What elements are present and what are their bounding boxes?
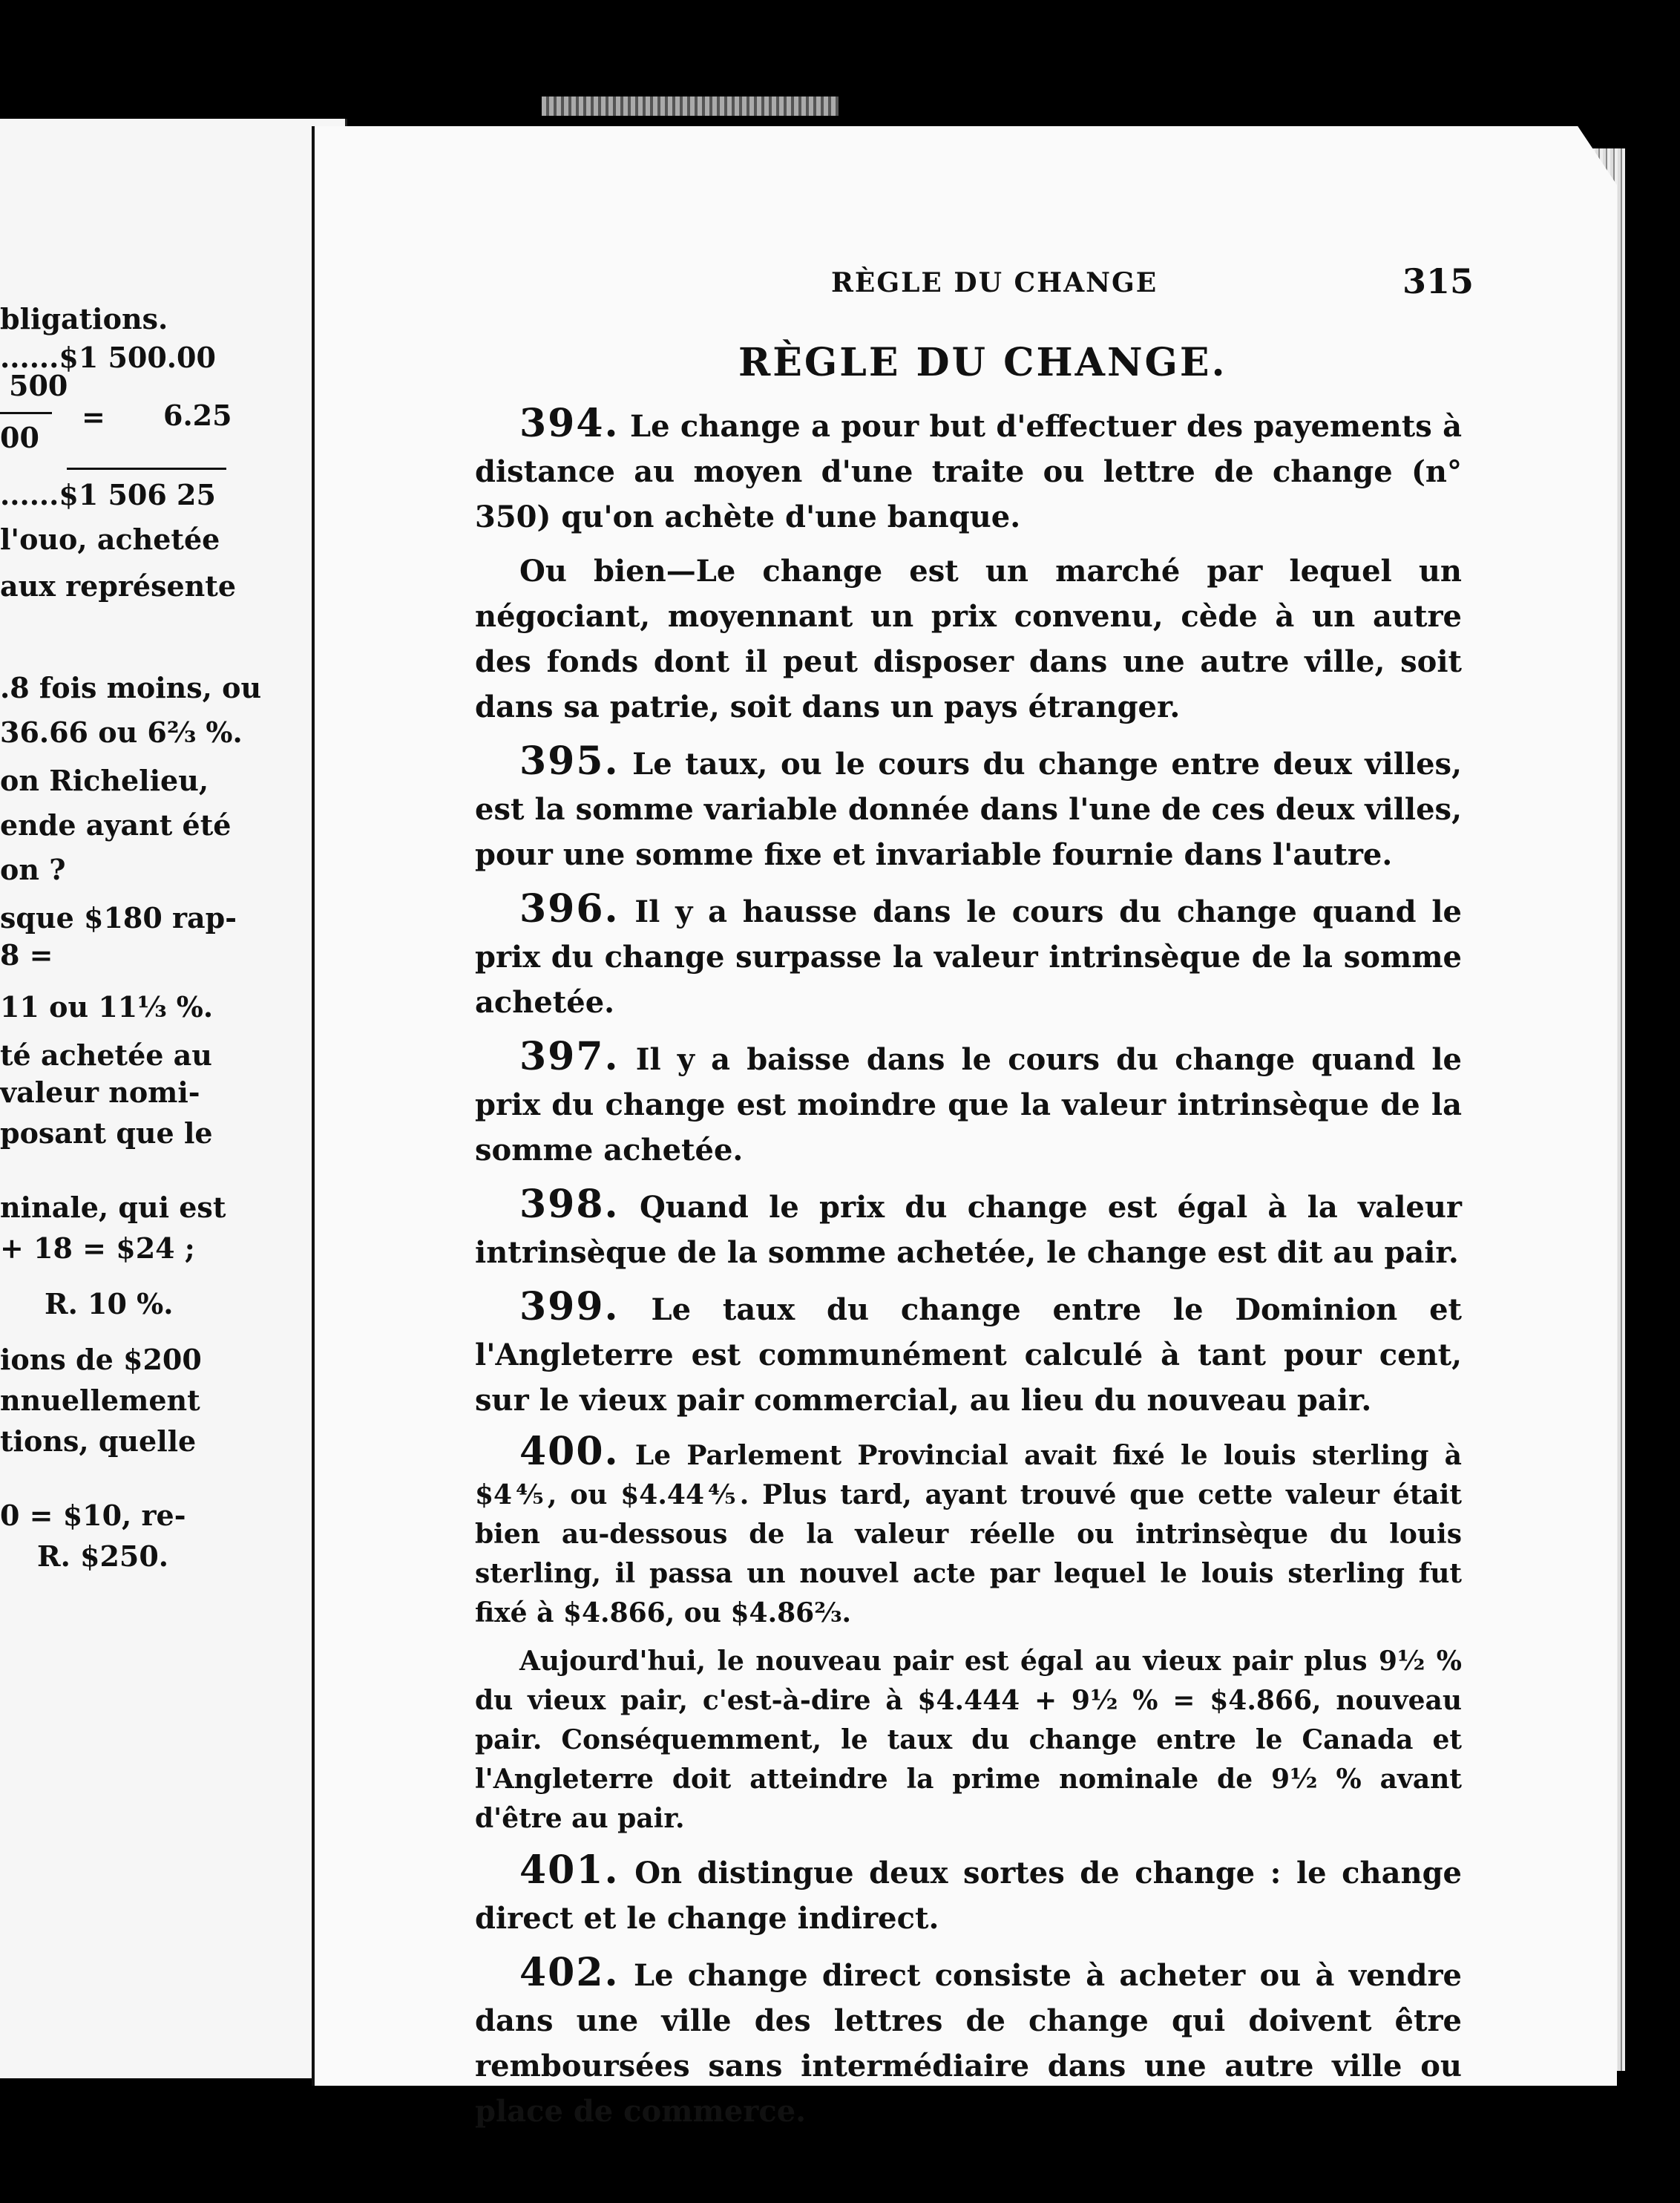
left-line: 500 [9, 369, 68, 402]
left-line: ......$1 500.00 [0, 341, 216, 374]
left-line: 36.66 ou 6⅔ %. [0, 716, 243, 749]
paragraph-396: 396. Il y a hausse dans le cours du change quand le prix du change surpasse la valeur intrinsèque de la somme achetée. [475, 886, 1462, 1020]
left-line: l'ouo, achetée [0, 523, 220, 556]
left-line: té achetée au [0, 1038, 212, 1072]
paragraph-401: 401. On distingue deux sortes de change : le change direct et le change indirect. [475, 1847, 1462, 1936]
left-line: ende ayant été [0, 808, 232, 842]
body-text [475, 401, 1462, 2143]
left-line: R. 10 %. [45, 1287, 174, 1320]
paragraph-394: 394. Le change a pour but d'effectuer des payements à distance au moyen d'une traite ou lettre de change (n° 350) qu'on achète d'une banque. [475, 401, 1462, 534]
left-line: sque $180 rap- [0, 901, 237, 934]
sum-rule [67, 468, 226, 470]
left-line: = [82, 400, 105, 433]
paragraph-402: 402. Le change direct consiste à acheter ou à vendre dans une ville des lettres de change qui doivent être remboursées sans intermédiaire dans une autre ville ou place de commerce. [475, 1950, 1462, 2129]
left-line: posant que le [0, 1116, 213, 1150]
paragraph-ou-bien: Ou bien—Le change est un marché par lequel un négociant, moyennant un prix convenu, cède à un autre des fonds dont il peut disposer dans une autre ville, soit dans sa patrie, soit dans un pays étranger. [475, 554, 1462, 724]
page-number: 315 [1402, 261, 1474, 301]
left-line: R. $250. [37, 1539, 169, 1573]
paragraph-400: 400. Le Parlement Provincial avait fixé le louis sterling à $4⅘, ou $4.44⅘. Plus tard, ayant trouvé que cette valeur était bien au-dessous de la valeur réelle ou intrinsèque du louis sterling, il passa un nouvel acte par lequel le louis sterling fut fixé à $4.866, ou $4.86⅔. [475, 1429, 1462, 1628]
left-line: bligations. [0, 302, 168, 335]
left-line: 6.25 [163, 399, 232, 432]
paragraph-398: 398. Quand le prix du change est égal à la valeur intrinsèque de la somme achetée, le change est dit au pair. [475, 1182, 1462, 1270]
fraction-bar [0, 412, 52, 414]
left-line: ......$1 506 25 [0, 478, 216, 511]
left-line: valeur nomi- [0, 1076, 200, 1109]
left-line: ninale, qui est [0, 1191, 226, 1224]
left-line: on Richelieu, [0, 764, 209, 797]
left-line: nnuellement [0, 1384, 200, 1417]
paragraph-397: 397. Il y a baisse dans le cours du change quand le prix du change est moindre que la valeur intrinsèque de la somme achetée. [475, 1034, 1462, 1168]
left-line: tions, quelle [0, 1424, 197, 1458]
left-line: ions de $200 [0, 1343, 202, 1376]
left-line: 11 ou 11⅓ %. [0, 990, 214, 1024]
left-line: .8 fois moins, ou [0, 671, 262, 704]
paragraph-395: 395. Le taux, ou le cours du change entre deux villes, est la somme variable donnée dans l'une de ces deux villes, pour une somme fixe et invariable fournie dans l'autre. [475, 739, 1462, 872]
paragraph-aujourdhui: Aujourd'hui, le nouveau pair est égal au vieux pair plus 9½ % du vieux pair, c'est-à-dire à $4.444 + 9½ % = $4.866, nouveau pair. Conséquemment, le taux du change entre le Canada et l'Angleterre doit atteindre la prime nominale de 9½ % avant d'être au pair. [475, 1646, 1462, 1834]
left-line: 0 = $10, re- [0, 1499, 186, 1532]
paragraph-399: 399. Le taux du change entre le Dominion et l'Angleterre est communément calculé à tant pour cent, sur le vieux pair commercial, au lieu du nouveau pair. [475, 1284, 1462, 1418]
left-line: on ? [0, 853, 66, 886]
left-line: 8 = [0, 938, 53, 972]
left-line: + 18 = $24 ; [0, 1231, 195, 1265]
left-line: aux représente [0, 569, 237, 603]
running-head: RÈGLE DU CHANGE [831, 267, 1158, 298]
section-title: RÈGLE DU CHANGE. [738, 340, 1227, 385]
page-top-edge [542, 96, 839, 116]
previous-page [0, 119, 347, 2078]
left-line: 00 [0, 421, 39, 454]
